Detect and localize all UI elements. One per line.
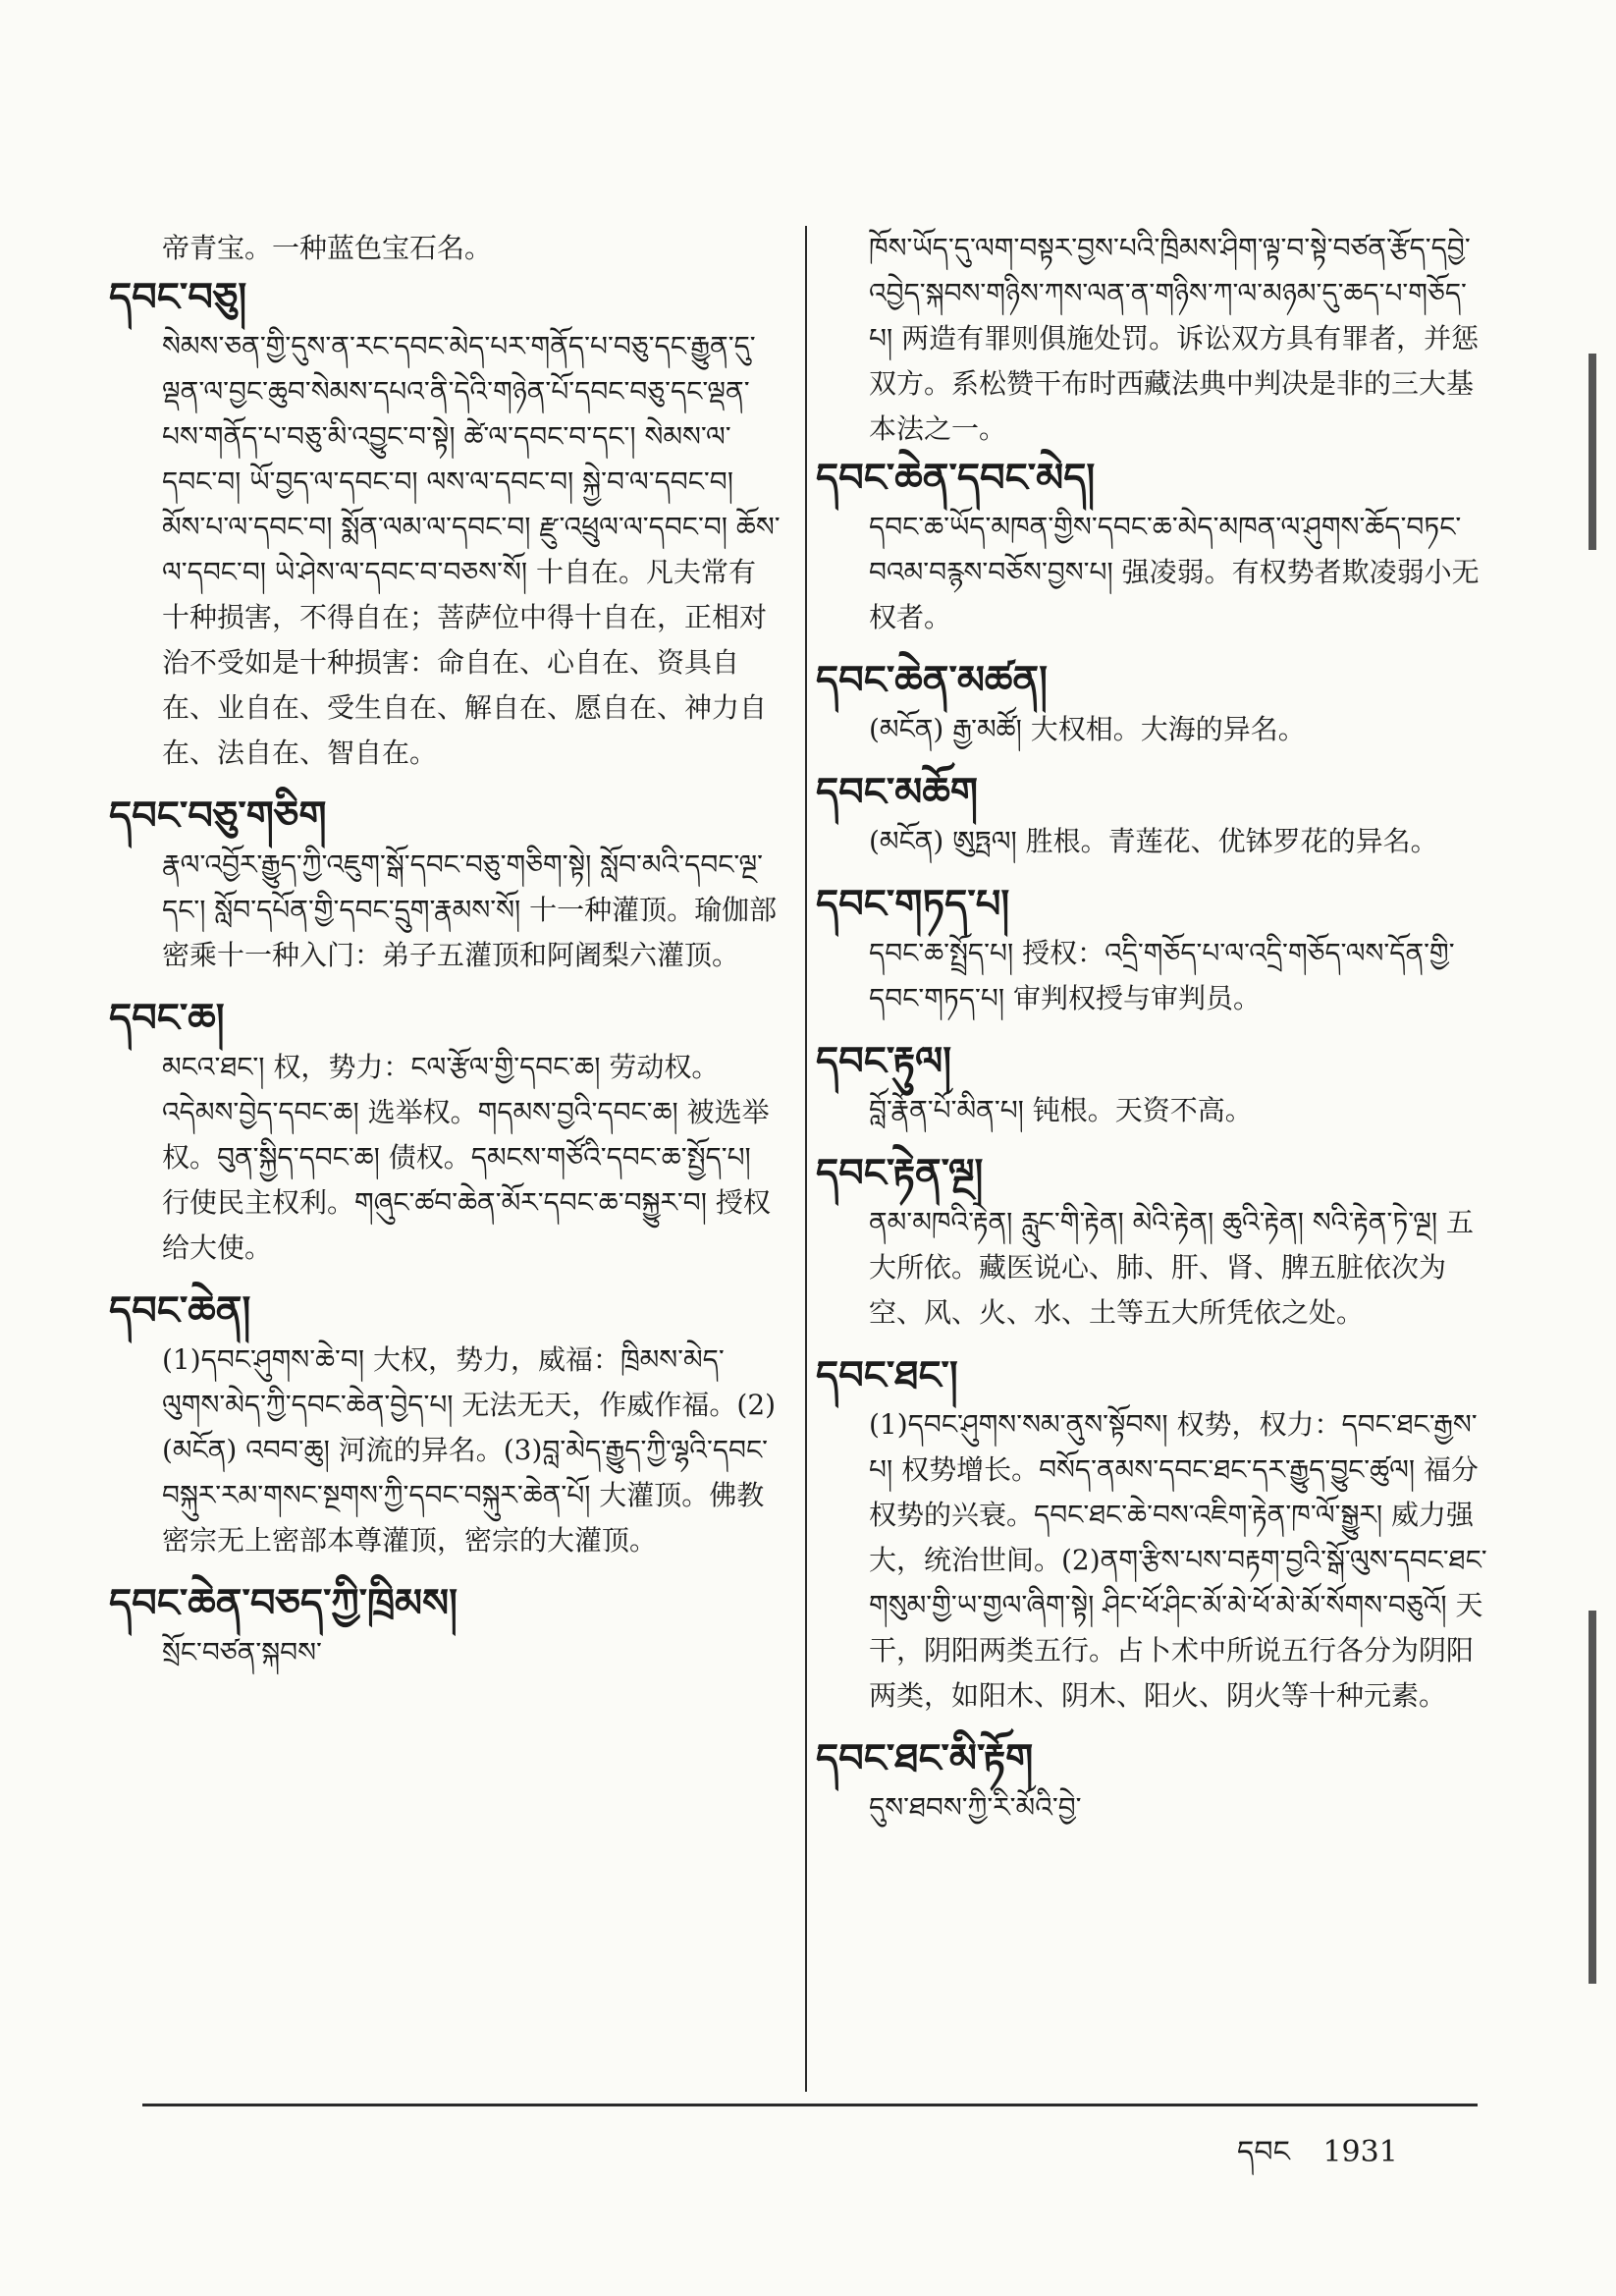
page-number: 1931: [1322, 2135, 1398, 2169]
right-lead-text: ཁོས་ཡོད་དུ་ལག་བསྟར་བྱས་པའི་ཁྲིམས་ཤིག་ལྟ་བ་སྟེ་བཙན་རྩོད་དབྱེ་འབྱེད་སྐབས་གཉིས་ཀས་ལན་ན་གཉིས་ཀ་ལ་མཉམ་དུ་ཆད་པ་གཅོད་པ། 两造有罪则俱施处罚。诉讼双方具有罪者，并惩双方。系松赞干布时西藏法典中判决是非的三大基本法之一。: [869, 232, 1480, 445]
entry-definition: (1)དབང་ཤུགས་སམ་ནུས་སྟོབས། 权势，权力：དབང་ཐང་རྒྱས་པ། 权势增长。བསོད་ནམས་དབང་ཐང་དར་རྒྱུད་བྱུང་ཚུལ། 福分权势的兴衰。དབང་ཐང་ཆེ་བས་འཇིག་རྟེན་ཁ་ལོ་སྒྱུར། 威力强大，统治世间。(2)ནག་རྩིས་པས་བརྟག་བྱའི་སྒོ་ལུས་དབང་ཐང་གསུམ་གྱི་ཡ་གྱལ་ཞིག་སྟེ། ཤིང་ཕོ་ཤིང་མོ་མེ་ཕོ་མེ་མོ་སོགས་བཅུའོ། 天干，阴阳两类五行。占卜术中所说五行各分为阴阳两类，如阳木、阴木、阳火、阴火等十种元素。: [869, 1408, 1487, 1712]
dictionary-entry: [109, 992, 781, 1271]
entry-definition: དབང་ཆ་ཡོད་མཁན་གྱིས་དབང་ཆ་མེད་མཁན་ལ་ཤུགས་ཆོད་བཏང་བའམ་བརྙས་བཅོས་བྱས་པ། 强凌弱。有权势者欺凌弱小无权者。: [869, 511, 1480, 633]
entry-definition: བློ་རྣོན་པོ་མིན་པ། 钝根。天资不高。: [869, 1094, 1253, 1126]
left-lead-text: 帝青宝。一种蓝色宝石名。: [162, 232, 493, 264]
entry-definition: (མངོན) རྒྱ་མཚོ། 大权相。大海的异名。: [869, 713, 1306, 745]
entry-definition: སེམས་ཅན་གྱི་དུས་ན་རང་དབང་མེད་པར་གནོད་པ་བཅུ་དང་རྒྱུན་དུ་ལྡན་ལ་བྱང་ཆུབ་སེམས་དཔའ་ནི་དེའི་གཉེན་པོ་དབང་བཅུ་དང་ལྡན་པས་གནོད་པ་བཅུ་མི་འབྱུང་བ་སྟེ། ཚེ་ལ་དབང་བ་དང་། སེམས་ལ་དབང་བ། ཡོ་བྱད་ལ་དབང་བ། ལས་ལ་དབང་བ། སྐྱེ་བ་ལ་དབང་བ། མོས་པ་ལ་དབང་བ། སྨོན་ལམ་ལ་དབང་བ། རྫུ་འཕྲུལ་ལ་དབང་བ། ཆོས་ལ་དབང་བ། ཡེ་ཤེས་ལ་དབང་བ་བཅས་སོ། 十自在。凡夫常有十种损害，不得自在；菩萨位中得十自在，正相对治不受如是十种损害：命自在、心自在、资具自在、业自在、受生自在、解自在、愿自在、神力自在、法自在、智自在。: [162, 330, 781, 769]
running-head: དབང: [1237, 2135, 1290, 2169]
entry-headword: དབང་མཆོག: [816, 770, 978, 815]
entry-headword: དབང་ཆེན་མཚན།: [816, 658, 1048, 703]
dictionary-entry: [816, 452, 1487, 640]
entry-definition: མངའ་ཐང་། 权，势力：ངལ་རྩོལ་གྱི་དབང་ཆ། 劳动权。འདེམས་བྱེད་དབང་ཆ། 选举权。གདམས་བྱའི་དབང་ཆ། 被选举权。བུན་སྐྱིད་དབང་ཆ། 债权。དམངས་གཙོའི་དབང་ཆ་སྤྱོད་པ། 行使民主权利。གཞུང་ཚབ་ཆེན་མོར་དབང་ཆ་བསྐྱུར་བ། 授权给大使。: [162, 1051, 771, 1264]
entry-definition: རྣལ་འབྱོར་རྒྱུད་ཀྱི་འཇུག་སྒོ་དབང་བཅུ་གཅིག་སྟེ། སློབ་མའི་དབང་ལྔ་དང་། སློབ་དཔོན་གྱི་དབང་དྲུག་རྣམས་སོ། 十一种灌顶。瑜伽部密乘十一种入门：弟子五灌顶和阿阇梨六灌顶。: [162, 848, 778, 971]
scan-margin-mark: [1589, 1611, 1596, 1984]
entry-definition: (མངོན) ཨུཏྤལ། 胜根。青莲花、优钵罗花的异名。: [869, 825, 1438, 857]
entry-headword: དབང་བཅུ།: [109, 275, 247, 320]
page-footer: [1237, 2119, 1422, 2202]
entry-definition: ནམ་མཁའི་རྟེན། རླུང་གི་རྟེན། མེའི་རྟེན། ཆུའི་རྟེན། སའི་རྟེན་ཏེ་ལྔ། 五大所依。藏医说心、肺、肝、肾、脾五脏依次为空、风、火、水、土等五大所凭依之处。: [869, 1206, 1475, 1329]
dictionary-entry: [109, 271, 781, 776]
dictionary-entry: [816, 766, 1487, 864]
left-column: [109, 226, 781, 1689]
entry-headword: དབང་གཏད་པ།: [816, 882, 1010, 927]
scan-margin-mark: [1589, 354, 1596, 550]
entry-headword: དབང་ཆེན་བཅད་ཀྱི་ཁྲིམས།: [109, 1581, 458, 1626]
entry-headword: དབང་རྟེན་ལྔ།: [816, 1151, 984, 1196]
dictionary-entry: [816, 654, 1487, 752]
column-divider: [805, 226, 807, 2092]
dictionary-entry: [816, 878, 1487, 1021]
entry-definition: (1)དབང་ཤུགས་ཆེ་བ། 大权，势力，威福：ཁྲིམས་མེད་ལུགས་མེད་ཀྱི་དབང་ཆེན་བྱེད་པ། 无法无天，作威作福。(2)(མངོན) འབབ་ཆུ། 河流的异名。(3)བླ་མེད་རྒྱུད་ཀྱི་ལྷའི་དབང་བསྐུར་རམ་གསང་སྔགས་ཀྱི་དབང་བསྐུར་ཆེན་པོ། 大灌顶。佛教密宗无上密部本尊灌顶，密宗的大灌顶。: [162, 1343, 777, 1557]
entry-headword: དབང་ཐང་།: [816, 1353, 958, 1398]
entry-headword: དབང་ཆེན།: [109, 1288, 251, 1334]
entry-headword: དབང་ཐང་མི་རྟོག: [816, 1736, 1034, 1781]
entry-definition: སྲོང་བཙན་སྐབས་: [162, 1636, 322, 1668]
entry-definition: དབང་ཆ་སྤྲོད་པ། 授权：འདྲི་གཅོད་པ་ལ་འདྲི་གཅོད་ལས་དོན་གྱི་དབང་གཏད་པ། 审判权授与审判员。: [869, 937, 1455, 1014]
dictionary-entry: [816, 1035, 1487, 1133]
dictionary-entry: [109, 1577, 781, 1675]
entry-headword: དབང་བཅུ་གཅིག: [109, 793, 327, 839]
dictionary-entry: [816, 1349, 1487, 1719]
entry-headword: དབང་ཆ།: [109, 996, 225, 1041]
dictionary-entry: [109, 1285, 781, 1563]
dictionary-entry: [109, 790, 781, 978]
footer-rule: [142, 2104, 1478, 2106]
right-column: [816, 226, 1487, 1844]
entry-headword: དབང་ཆེན་དབང་མེད།: [816, 456, 1096, 501]
entry-headword: དབང་རྟུལ།: [816, 1039, 952, 1084]
dictionary-entry: [816, 1147, 1487, 1336]
dictionary-entry: [816, 1732, 1487, 1831]
entry-definition: དུས་ཐབས་ཀྱི་རི་མོའི་བྱེ་: [869, 1791, 1082, 1824]
